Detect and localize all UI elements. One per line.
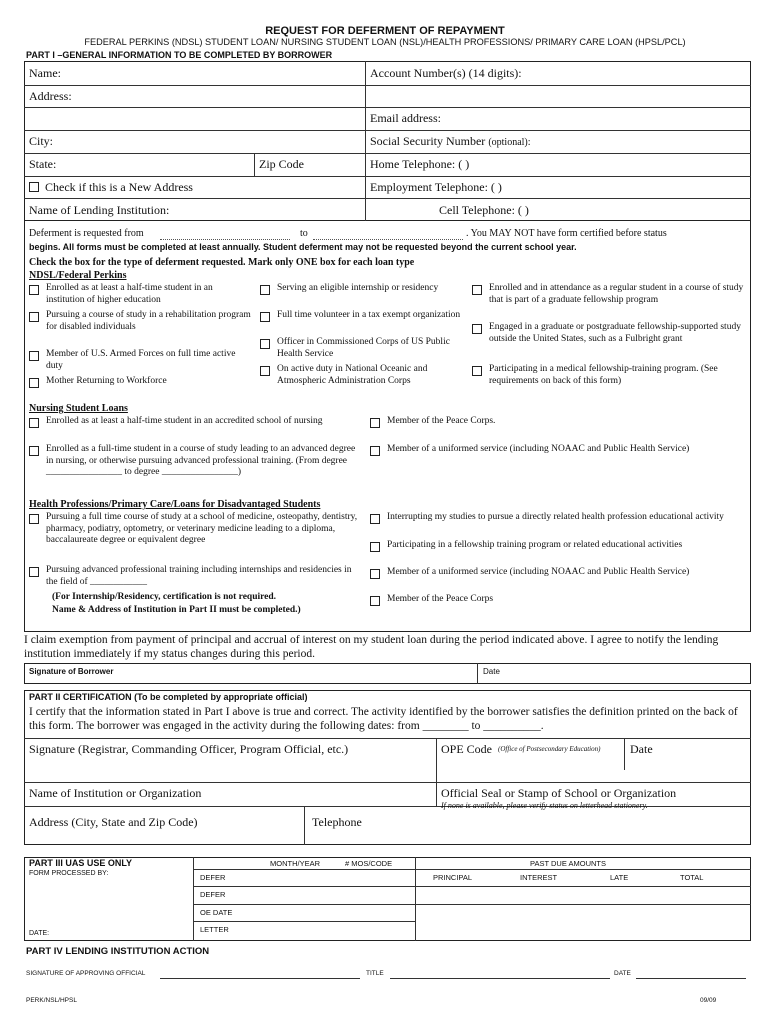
option-label: Member of the Peace Corps.	[387, 416, 496, 426]
official-signature-field[interactable]: Signature (Registrar, Commanding Officer, Program Official, etc.)	[29, 742, 349, 756]
annual-note: begins. All forms must be completed at least annually. Student deferment may not be requested beyond the current school year.	[29, 242, 577, 252]
nursing-option-uniformed[interactable]	[370, 444, 740, 456]
perkins-heading: NDSL/Federal Perkins	[29, 270, 127, 281]
option-label: Enrolled as a full-time student in a course of study leading to an advanced degree in nursing, or otherwise pursuing advanced professional training. (From degree ________________ to degree ________________)	[46, 444, 356, 477]
nursing-heading: Nursing Student Loans	[29, 403, 128, 414]
health-note-1: (For Internship/Residency, certification is not required.	[52, 592, 277, 602]
employment-phone-field[interactable]: Employment Telephone: ( )	[370, 180, 502, 194]
email-field[interactable]: Email address:	[370, 111, 441, 125]
option-label: Enrolled as at least a half-time student in an institution of higher education	[46, 283, 213, 305]
checkbox[interactable]	[29, 312, 39, 322]
checkbox[interactable]	[370, 514, 380, 524]
ssn-label: Social Security Number	[370, 134, 486, 148]
option-label: Member of the Peace Corps	[387, 594, 494, 604]
nursing-option-half-time[interactable]	[29, 416, 359, 428]
perkins-option-noaa[interactable]	[260, 364, 465, 387]
checkbox[interactable]	[29, 182, 39, 192]
name-field[interactable]: Name:	[29, 66, 61, 80]
form-subtitle: FEDERAL PERKINS (NDSL) STUDENT LOAN/ NURSING STUDENT LOAN (NSL)/HEALTH PROFESSIONS/ PRIMARY CARE LOAN (HPSL/PCL)	[84, 37, 686, 47]
col-mos-code: # MOS/CODE	[345, 859, 393, 868]
row-label: LETTER	[200, 925, 229, 934]
health-option-uniformed[interactable]	[370, 567, 745, 579]
health-option-full-time[interactable]	[29, 512, 359, 547]
option-label: Member of a uniformed service (including NOAAC and Public Health Service)	[387, 567, 690, 577]
health-note-2: Name & Address of Institution in Part II must be completed.)	[52, 605, 301, 615]
check-instructions: Check the box for the type of deferment requested. Mark only ONE box for each loan type	[29, 257, 415, 268]
option-label: Pursuing a full time course of study at a school of medicine, osteopathy, dentistry, pharmacy, podiatry, optometry, or veterinary medicine leading to a diploma, baccalaureate degree or equivalent degree	[46, 512, 358, 545]
checkbox[interactable]	[29, 285, 39, 295]
checkbox[interactable]	[260, 285, 270, 295]
col-late: LATE	[610, 873, 629, 882]
official-address-field[interactable]: Address (City, State and Zip Code)	[29, 815, 198, 829]
part3-heading: PART III UAS USE ONLY	[29, 858, 133, 868]
col-interest: INTEREST	[520, 873, 558, 882]
option-label: Engaged in a graduate or postgraduate fellowship-supported study outside the United States, such as a Fulbright grant	[489, 322, 741, 344]
health-option-interrupting[interactable]	[370, 512, 745, 524]
ope-code-field[interactable]	[441, 742, 492, 757]
approving-date-field[interactable]: DATE	[614, 970, 631, 977]
approving-signature-field[interactable]: SIGNATURE OF APPROVING OFFICIAL	[26, 970, 146, 977]
option-label: Mother Returning to Workforce	[46, 376, 167, 386]
checkbox[interactable]	[370, 418, 380, 428]
perkins-option-phs-officer[interactable]	[260, 337, 465, 360]
option-label: On active duty in National Oceanic and Atmospheric Administration Corps	[277, 364, 428, 386]
health-option-advanced-training[interactable]	[29, 565, 359, 588]
ssn-field[interactable]	[370, 134, 531, 149]
perkins-option-half-time[interactable]	[29, 283, 251, 306]
perkins-option-medical-fellowship[interactable]	[472, 364, 747, 387]
option-label: Full time volunteer in a tax exempt organization	[277, 310, 461, 320]
new-address-option[interactable]	[29, 180, 193, 195]
checkbox[interactable]	[370, 569, 380, 579]
checkbox[interactable]	[29, 514, 39, 524]
footer-form-id: PERK/NSL/HPSL	[26, 997, 77, 1004]
seal-field[interactable]: Official Seal or Stamp of School or Organization	[441, 786, 677, 800]
ope-note: (Office of Postsecondary Education)	[498, 745, 601, 753]
city-field[interactable]: City:	[29, 134, 54, 148]
ope-code-label: OPE Code	[441, 742, 492, 756]
cell-phone-field[interactable]: Cell Telephone: ( )	[439, 203, 529, 217]
checkbox[interactable]	[260, 312, 270, 322]
option-label: Pursuing a course of study in a rehabilitation program for disabled individuals	[46, 310, 251, 332]
col-month-year: MONTH/YEAR	[270, 859, 321, 868]
option-label: Member of a uniformed service (including NOAAC and Public Health Service)	[387, 444, 690, 454]
checkbox[interactable]	[29, 351, 39, 361]
checkbox[interactable]	[370, 446, 380, 456]
home-phone-field[interactable]: Home Telephone: ( )	[370, 157, 470, 171]
part1-heading: PART I –GENERAL INFORMATION TO BE COMPLETED BY BORROWER	[26, 50, 333, 60]
borrower-date-field[interactable]: Date	[483, 667, 500, 676]
option-label: Enrolled as at least a half-time student in an accredited school of nursing	[46, 416, 323, 426]
deferment-to-input[interactable]	[313, 239, 463, 240]
part2-heading: PART II CERTIFICATION (To be completed by appropriate official)	[29, 692, 308, 702]
checkbox[interactable]	[29, 446, 39, 456]
option-label: Enrolled and in attendance as a regular student in a course of study that is part of a graduate fellowship program	[489, 283, 744, 305]
form-title: REQUEST FOR DEFERMENT OF REPAYMENT	[265, 25, 505, 37]
ssn-optional-label: (optional):	[488, 137, 531, 148]
perkins-option-graduate-fellowship[interactable]	[472, 283, 747, 306]
new-address-label: Check if this is a New Address	[45, 180, 193, 194]
lender-field[interactable]: Name of Lending Institution:	[29, 203, 170, 217]
claim-statement: I claim exemption from payment of principal and accrual of interest on my student loan during the period indicated above. I agree to notify the lending institution immediately if my status changes during this period.	[24, 634, 719, 660]
seal-note: If none is available, please verify status on letterhead stationery.	[441, 801, 648, 810]
checkbox[interactable]	[29, 418, 39, 428]
zip-code-field[interactable]: Zip Code	[259, 157, 304, 171]
col-total: TOTAL	[680, 873, 704, 882]
option-label: Participating in a fellowship training program or related educational activities	[387, 540, 683, 550]
perkins-option-internship[interactable]	[260, 283, 465, 295]
certify-statement: I certify that the information stated in Part I above is true and correct. The activity identified by the borrower satisfies the definition printed on the back of this form. The borrower was engaged in the activity during the following dates: from ________ to __________.	[29, 706, 738, 732]
official-telephone-field[interactable]: Telephone	[312, 815, 362, 829]
checkbox[interactable]	[370, 596, 380, 606]
perkins-option-armed-forces[interactable]	[29, 349, 251, 372]
option-label: Participating in a medical fellowship-training program. (See requirements on back of this form)	[489, 364, 718, 386]
approving-title-field[interactable]: TITLE	[366, 970, 384, 977]
health-heading: Health Professions/Primary Care/Loans for Disadvantaged Students	[29, 499, 321, 510]
perkins-option-mother[interactable]	[29, 376, 251, 388]
nursing-option-advanced-degree[interactable]	[29, 444, 359, 479]
part4-heading: PART IV LENDING INSTITUTION ACTION	[26, 946, 210, 957]
checkbox[interactable]	[29, 567, 39, 577]
health-option-peace-corps[interactable]	[370, 594, 745, 606]
address-field[interactable]: Address:	[29, 89, 72, 103]
deferment-note: . You MAY NOT have form certified before status	[466, 228, 667, 239]
checkbox[interactable]	[370, 542, 380, 552]
perkins-option-rehabilitation[interactable]	[29, 310, 251, 333]
option-label: Interrupting my studies to pursue a directly related health profession educational activity	[387, 512, 724, 522]
deferment-from-input[interactable]	[160, 239, 290, 240]
col-past-due: PAST DUE AMOUNTS	[530, 859, 606, 868]
checkbox[interactable]	[29, 378, 39, 388]
option-label: Serving an eligible internship or residency	[277, 283, 439, 293]
health-option-fellowship[interactable]	[370, 540, 745, 552]
checkbox[interactable]	[472, 366, 482, 376]
checkbox[interactable]	[472, 285, 482, 295]
option-label: Pursuing advanced professional training including internships and residencies in the field of ____________	[46, 565, 352, 587]
checkbox[interactable]	[260, 366, 270, 376]
option-label: Officer in Commissioned Corps of US Public Health Service	[277, 337, 450, 359]
institution-name-field[interactable]: Name of Institution or Organization	[29, 786, 202, 800]
option-label: Member of U.S. Armed Forces on full time active duty	[46, 349, 236, 371]
processed-by-field[interactable]: FORM PROCESSED BY:	[29, 870, 109, 877]
perkins-option-fulbright[interactable]	[472, 322, 747, 345]
perkins-option-volunteer[interactable]	[260, 310, 465, 322]
checkbox[interactable]	[472, 324, 482, 334]
state-field[interactable]: State:	[29, 157, 57, 171]
row-label: DEFER	[200, 873, 226, 882]
row-label: DEFER	[200, 890, 226, 899]
row-label: OE DATE	[200, 908, 233, 917]
borrower-signature-row	[24, 663, 751, 684]
part3-date-field[interactable]: DATE:	[29, 930, 50, 937]
checkbox[interactable]	[260, 339, 270, 349]
borrower-signature-field[interactable]: Signature of Borrower	[29, 667, 114, 676]
deferment-to-label: to	[300, 228, 308, 239]
official-date-field[interactable]: Date	[630, 742, 653, 756]
account-number-field[interactable]: Account Number(s) (14 digits):	[370, 66, 522, 80]
col-principal: PRINCIPAL	[433, 873, 473, 882]
nursing-option-peace-corps[interactable]	[370, 416, 740, 428]
footer-version: 09/09	[700, 997, 717, 1004]
deferment-from-label: Deferment is requested from	[29, 228, 144, 239]
